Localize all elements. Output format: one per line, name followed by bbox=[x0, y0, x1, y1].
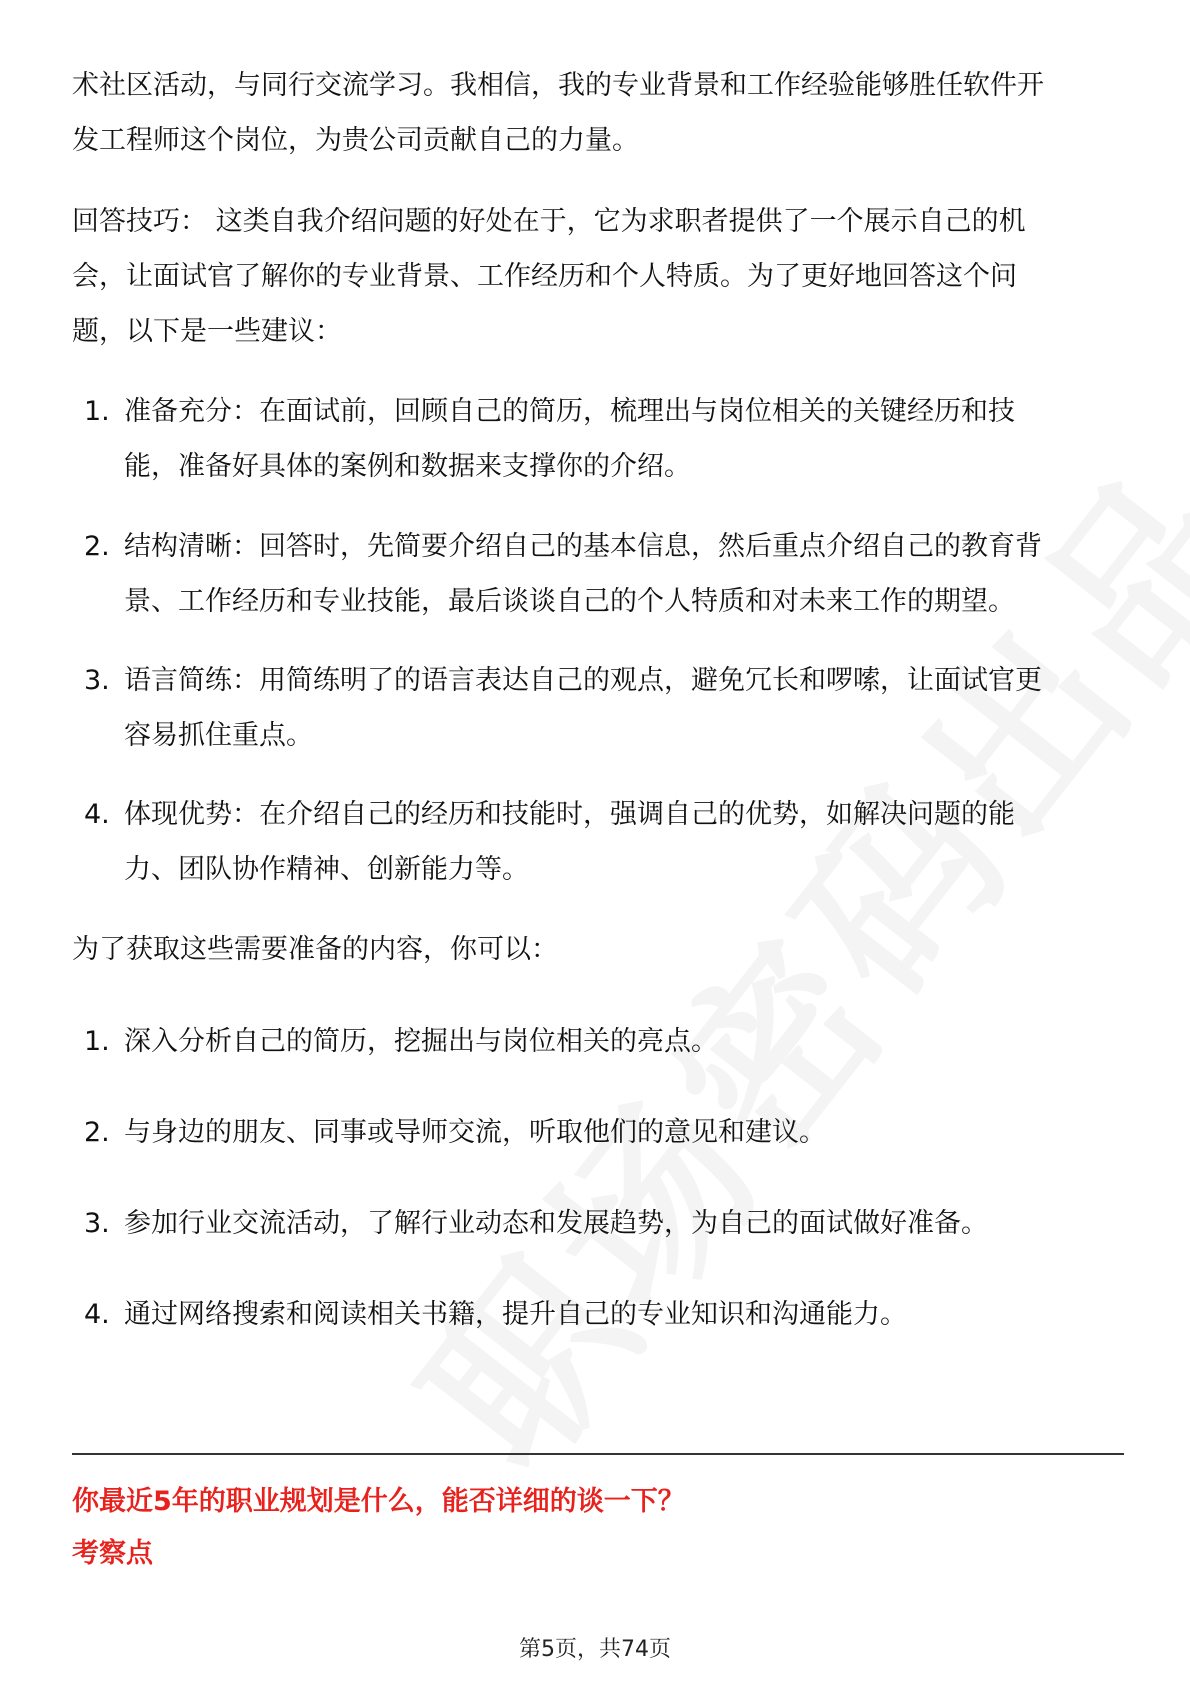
list-number: 2. bbox=[84, 531, 110, 562]
suggestion-line-1: 结构清晰：回答时，先简要介绍自己的基本信息，然后重点介绍自己的教育背 bbox=[124, 531, 1042, 562]
suggestion-line-1: 语言简练：用简练明了的语言表达自己的观点，避免冗长和啰嗦，让面试官更 bbox=[124, 665, 1042, 696]
suggestion-line-2: 容易抓住重点。 bbox=[124, 720, 313, 751]
list-number: 4. bbox=[84, 799, 110, 830]
prep-item-1 bbox=[84, 1014, 1124, 1069]
intro-line-2: 发工程师这个岗位，为贵公司贡献自己的力量。 bbox=[72, 125, 639, 156]
prep-intro: 为了获取这些需要准备的内容，你可以： bbox=[72, 934, 558, 965]
suggestion-line-1: 准备充分：在面试前，回顾自己的简历，梳理出与岗位相关的关键经历和技 bbox=[124, 396, 1015, 427]
page-number: 第5页，共74页 bbox=[519, 1637, 671, 1662]
list-number: 4. bbox=[84, 1299, 110, 1330]
list-number: 3. bbox=[84, 665, 110, 696]
suggestion-item-2 bbox=[84, 519, 1124, 629]
suggestion-line-2: 力、团队协作精神、创新能力等。 bbox=[124, 854, 529, 885]
intro-paragraph bbox=[72, 58, 1122, 168]
tips-line-2: 会，让面试官了解你的专业背景、工作经历和个人特质。为了更好地回答这个问 bbox=[72, 261, 1017, 292]
prep-item-2 bbox=[84, 1105, 1124, 1160]
prep-item-text: 通过网络搜索和阅读相关书籍，提升自己的专业知识和沟通能力。 bbox=[124, 1299, 907, 1330]
tips-line-1: 回答技巧： 这类自我介绍问题的好处在于，它为求职者提供了一个展示自己的机 bbox=[72, 206, 1026, 237]
prep-item-text: 参加行业交流活动，了解行业动态和发展趋势，为自己的面试做好准备。 bbox=[124, 1208, 988, 1239]
list-number: 2. bbox=[84, 1117, 110, 1148]
suggestion-item-3 bbox=[84, 653, 1124, 763]
section-divider bbox=[72, 1453, 1124, 1455]
tips-paragraph bbox=[72, 194, 1122, 359]
list-number: 3. bbox=[84, 1208, 110, 1239]
prep-item-4 bbox=[84, 1287, 1124, 1342]
section-subtitle: 考察点 bbox=[72, 1538, 153, 1569]
prep-item-text: 与身边的朋友、同事或导师交流，听取他们的意见和建议。 bbox=[124, 1117, 826, 1148]
tips-line-3: 题，以下是一些建议： bbox=[72, 316, 342, 347]
suggestion-item-1 bbox=[84, 384, 1124, 494]
suggestion-line-2: 景、工作经历和专业技能，最后谈谈自己的个人特质和对未来工作的期望。 bbox=[124, 586, 1015, 617]
question-title: 你最近5年的职业规划是什么，能否详细的谈一下？ bbox=[72, 1486, 685, 1517]
suggestion-line-1: 体现优势：在介绍自己的经历和技能时，强调自己的优势，如解决问题的能 bbox=[124, 799, 1015, 830]
suggestion-item-4 bbox=[84, 787, 1124, 897]
intro-line-1: 术社区活动，与同行交流学习。我相信，我的专业背景和工作经验能够胜任软件开 bbox=[72, 70, 1044, 101]
list-number: 1. bbox=[84, 1026, 110, 1057]
list-number: 1. bbox=[84, 396, 110, 427]
suggestion-line-2: 能，准备好具体的案例和数据来支撑你的介绍。 bbox=[124, 451, 691, 482]
prep-item-3 bbox=[84, 1196, 1124, 1251]
prep-item-text: 深入分析自己的简历，挖掘出与岗位相关的亮点。 bbox=[124, 1026, 718, 1057]
